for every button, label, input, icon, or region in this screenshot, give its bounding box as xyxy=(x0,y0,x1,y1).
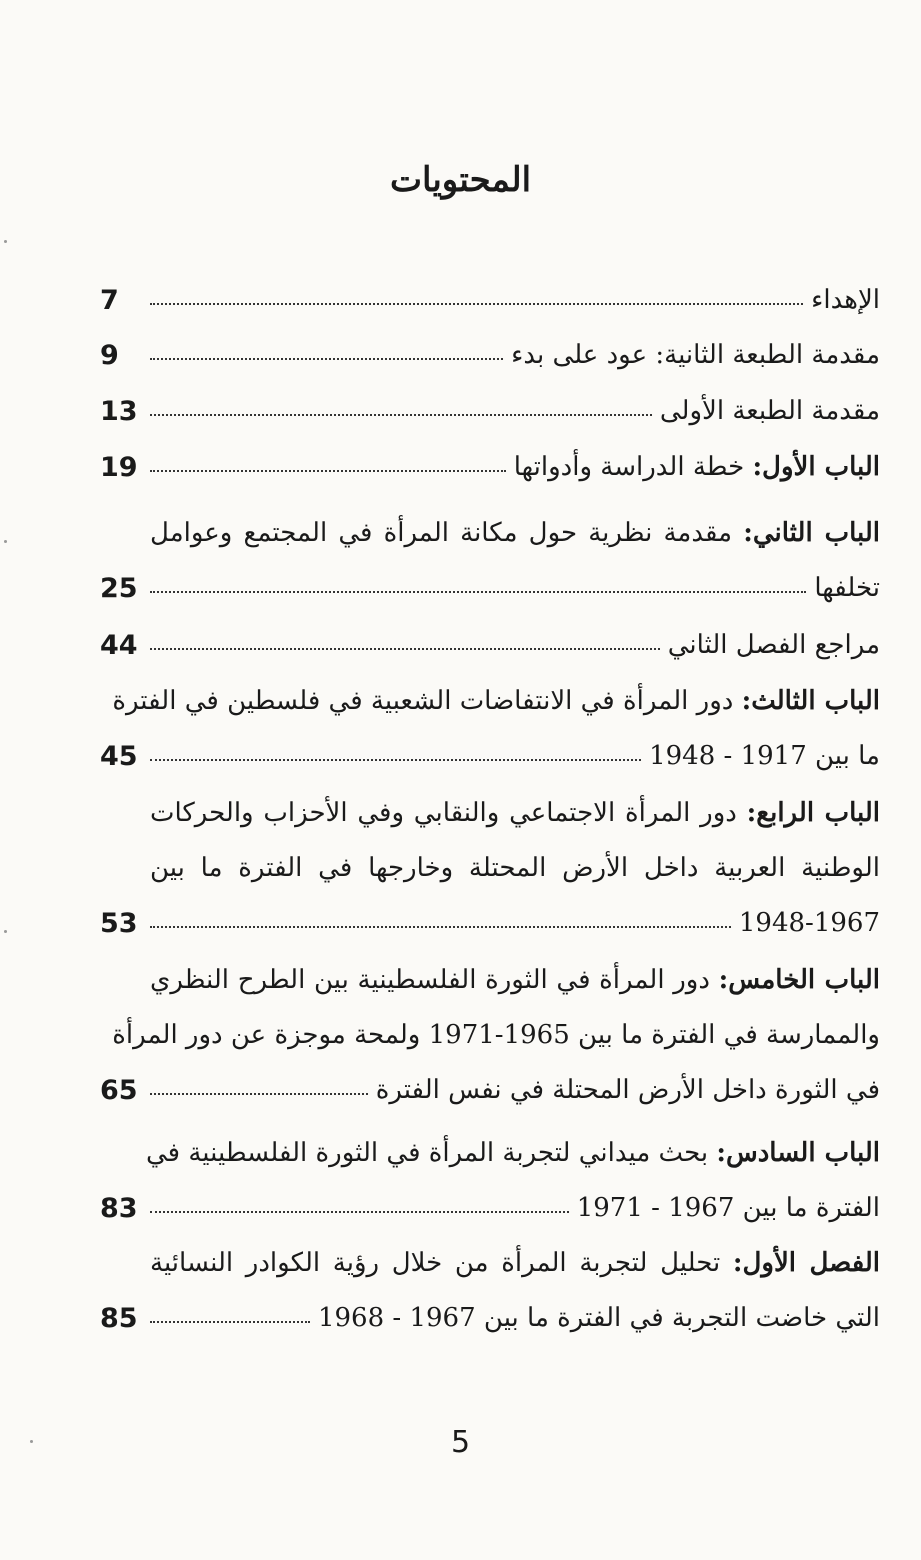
toc-entry[interactable] xyxy=(100,518,880,628)
toc-entry-text: 1948-1967 xyxy=(738,908,880,938)
toc-entry-text: خطة الدراسة وأدواتها xyxy=(513,452,753,482)
dot-leader xyxy=(150,1211,569,1213)
toc-entry-title xyxy=(506,452,880,482)
toc-entry-last-line xyxy=(150,630,880,660)
toc-page-number: 45 xyxy=(100,741,138,772)
dot-leader xyxy=(150,926,731,928)
toc-entry-text: والممارسة في الفترة ما بين 1965-1971 ولمحة موجزة عن دور المرأة xyxy=(112,1020,880,1050)
toc-entry[interactable] xyxy=(100,965,880,1130)
toc-entry-text: الوطنية العربية داخل الأرض المحتلة وخارجها في الفترة ما بين xyxy=(150,853,880,883)
toc-entry[interactable] xyxy=(100,798,880,963)
toc-entry[interactable] xyxy=(100,452,880,507)
toc-entry-title xyxy=(310,1303,880,1333)
dot-leader xyxy=(150,1321,310,1323)
toc-entry-last-line xyxy=(150,741,880,771)
toc-entry[interactable] xyxy=(100,340,880,395)
toc-entry-title xyxy=(806,573,880,603)
toc-entry-heading: الباب الرابع: xyxy=(746,798,881,828)
toc-entry-last-line xyxy=(150,573,880,603)
toc-entry-heading: الباب الثالث: xyxy=(741,686,880,716)
toc-entry-text: ما بين 1917 - 1948 xyxy=(649,741,880,771)
toc-page-number: 7 xyxy=(100,285,119,316)
toc-entry-line xyxy=(150,518,880,548)
toc-entry-text: مقدمة نظرية حول مكانة المرأة في المجتمع وعوامل xyxy=(150,518,744,548)
toc-entry-text: الإهداء xyxy=(811,285,880,315)
toc-entry-heading: الباب الثاني: xyxy=(743,518,881,548)
toc-entry-last-line xyxy=(150,396,880,426)
toc-entry[interactable] xyxy=(100,630,880,685)
toc-entry-title xyxy=(660,630,880,660)
toc-entry-line xyxy=(150,798,880,828)
toc-entry[interactable] xyxy=(100,396,880,451)
toc-entry-title xyxy=(641,741,880,771)
dot-leader xyxy=(150,591,806,593)
toc-page-number: 13 xyxy=(100,396,138,427)
toc-entry-text: في الثورة داخل الأرض المحتلة في نفس الفترة xyxy=(375,1075,880,1105)
toc-entry-line xyxy=(150,853,880,883)
dot-leader xyxy=(150,648,660,650)
toc-entry-heading: الباب الخامس: xyxy=(718,965,880,995)
toc-page-number: 25 xyxy=(100,573,138,604)
toc-entry-line xyxy=(150,1248,880,1278)
toc-entry[interactable] xyxy=(100,1248,880,1358)
toc-entry-text: مقدمة الطبعة الأولى xyxy=(659,396,880,426)
toc-entry-text: دور المرأة الاجتماعي والنقابي وفي الأحزاب والحركات xyxy=(150,798,747,828)
toc-entry-text: تخلفها xyxy=(814,573,880,603)
toc-page-number: 9 xyxy=(100,340,119,371)
toc-entry[interactable] xyxy=(100,285,880,340)
toc-entry-text: مقدمة الطبعة الثانية: عود على بدء xyxy=(511,340,880,370)
toc-entry-line xyxy=(112,686,880,716)
toc-entry-text: الفترة ما بين 1967 - 1971 xyxy=(576,1193,880,1223)
toc-entry[interactable] xyxy=(100,686,880,796)
toc-entry-text: تحليل لتجربة المرأة من خلال رؤية الكوادر النسائية xyxy=(150,1248,733,1278)
toc-entry-title xyxy=(652,396,880,426)
toc-page-number: 65 xyxy=(100,1075,138,1106)
toc-page-number: 44 xyxy=(100,630,138,661)
dot-leader xyxy=(150,470,506,472)
scan-mark xyxy=(4,930,7,933)
toc-entry-heading: الفصل الأول: xyxy=(732,1248,880,1278)
toc-entry-text: مراجع الفصل الثاني xyxy=(667,630,880,660)
toc-entry-text: التي خاضت التجربة في الفترة ما بين 1967 - 1968 xyxy=(317,1303,880,1333)
toc-entry-title xyxy=(569,1193,880,1223)
toc-entry-title xyxy=(368,1075,880,1105)
toc-entry-last-line xyxy=(150,285,880,315)
toc-entry-line xyxy=(112,1020,880,1050)
toc-entry-last-line xyxy=(150,452,880,482)
toc-entry-last-line xyxy=(150,908,880,938)
dot-leader xyxy=(150,358,503,360)
toc-entry-last-line xyxy=(150,340,880,370)
toc-entry-text: بحث ميداني لتجربة المرأة في الثورة الفلسطينية في xyxy=(146,1138,717,1168)
page-title: المحتويات xyxy=(389,160,532,200)
page-number: 5 xyxy=(450,1425,471,1460)
toc-entry-heading: الباب الأول: xyxy=(752,452,880,482)
toc-entry-line xyxy=(150,965,880,995)
scan-mark xyxy=(4,540,7,543)
toc-entry-last-line xyxy=(150,1193,880,1223)
toc-page-number: 53 xyxy=(100,908,138,939)
toc-entry-title xyxy=(731,908,880,938)
toc-page-number: 83 xyxy=(100,1193,138,1224)
dot-leader xyxy=(150,1093,368,1095)
dot-leader xyxy=(150,303,803,305)
toc-entry-text: دور المرأة في الثورة الفلسطينية بين الطرح النظري xyxy=(150,965,719,995)
dot-leader xyxy=(150,759,641,761)
dot-leader xyxy=(150,414,652,416)
toc-page-number: 85 xyxy=(100,1303,138,1334)
toc-entry[interactable] xyxy=(100,1138,880,1248)
toc-entry-text: دور المرأة في الانتفاضات الشعبية في فلسطين في الفترة xyxy=(112,686,742,716)
toc-entry-last-line xyxy=(150,1303,880,1333)
toc-entry-last-line xyxy=(150,1075,880,1105)
toc-entry-title xyxy=(503,340,880,370)
toc-entry-heading: الباب السادس: xyxy=(716,1138,880,1168)
toc-page-number: 19 xyxy=(100,452,138,483)
toc-entry-title xyxy=(803,285,880,315)
scan-mark xyxy=(30,1440,33,1443)
toc-entry-line xyxy=(146,1138,880,1168)
scan-mark xyxy=(4,240,7,243)
